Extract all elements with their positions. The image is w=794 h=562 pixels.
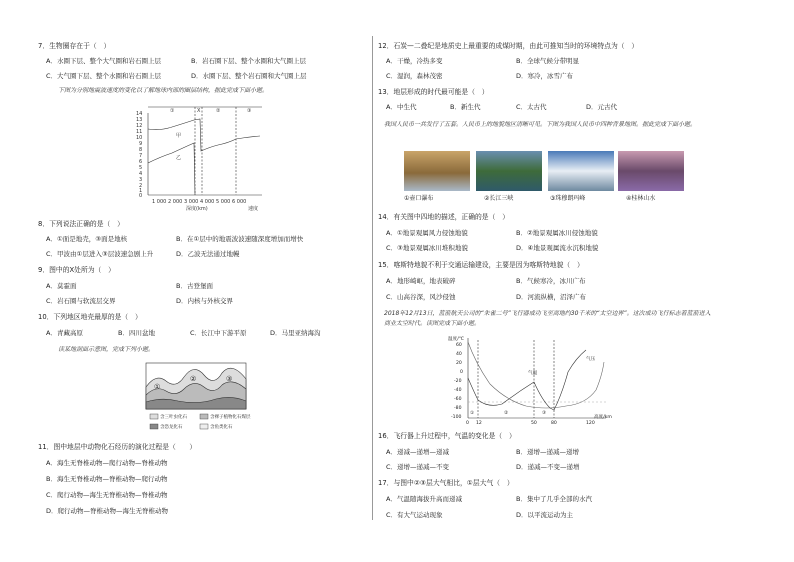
seismic-wave-diagram: [130, 103, 265, 211]
y-tick: 7: [139, 153, 143, 159]
x-axis-label-2: 速度: [248, 206, 259, 211]
atmosphere-profile-chart: [446, 334, 616, 426]
y-tick: -80: [454, 406, 462, 411]
x-tick: 12: [476, 421, 482, 426]
q15-option-d: D．河流纵横，沼泽广布: [516, 293, 587, 301]
caption-4: ④桂林山水: [626, 195, 656, 202]
y-tick: 13: [136, 117, 143, 123]
y-tick: 40: [456, 352, 462, 357]
q10-option-b: B．四川盆地: [118, 329, 155, 337]
q12-option-b: B．全球气候分带明显: [516, 57, 579, 65]
y-tick: 0: [460, 370, 463, 375]
line-label-temp: 气温: [528, 371, 538, 376]
layer-label-x: X: [197, 108, 201, 114]
y-tick: 20: [456, 361, 462, 366]
stratum-3: ③: [226, 375, 233, 383]
caption-3: ③珠穆朗玛峰: [550, 195, 586, 202]
x-tick: 120: [586, 421, 595, 426]
q17-option-c: C．有大气运动现象: [386, 511, 443, 519]
q9-option-d: D．内核与外核交界: [176, 297, 234, 305]
q13-option-d: D．元古代: [586, 103, 618, 111]
layer-label-2: ②: [216, 108, 221, 114]
q8-option-b: B．在①层中的地震波波速随深度增加而增快: [176, 235, 304, 243]
q8-option-a: A．①面是地壳，③面是地核: [46, 235, 128, 243]
q14-option-b: B．②地景观属冰川侵蚀地貌: [516, 229, 598, 237]
x-tick: 80: [551, 421, 557, 426]
q13-option-b: B．新生代: [450, 103, 481, 111]
q10-option-a: A．青藏高原: [46, 329, 83, 337]
x-axis-label: 深度(km): [186, 206, 208, 211]
caption-1: ①壶口瀑布: [404, 195, 434, 202]
q7-option-a: A．水圈下层、整个大气圈和岩石圈上层: [46, 57, 161, 65]
x-tick: 6 000: [232, 199, 247, 205]
line-label-pressure: 气压: [586, 357, 596, 362]
y-tick: 14: [136, 111, 143, 117]
photo-three-gorges: [476, 151, 542, 191]
q13-option-c: C．太古代: [516, 103, 547, 111]
q11-option-c: C．爬行动物—海生无脊椎动物—脊椎动物: [46, 491, 168, 499]
layer-2: ②: [504, 411, 509, 416]
stratum-1: ①: [154, 383, 161, 391]
q10-option-c: C．长江中下游平原: [190, 329, 247, 337]
q12-stem: 12．石炭—二叠纪是地质史上最重要的成煤时期，由此可推知当时的环境特点为（ ）: [378, 42, 639, 50]
y-tick: 0: [139, 193, 143, 199]
q12-option-a: A．干燥，冷热多变: [386, 57, 443, 65]
y-tick: -20: [454, 379, 462, 384]
q15-option-c: C．山高谷深，风沙侵蚀: [386, 293, 456, 301]
q16-option-a: A．递减—递增—递减: [386, 448, 449, 456]
q17-stem: 17．与图中②③层大气相比，①层大气（ ）: [378, 479, 514, 487]
legend-trilobite: 含三叶虫化石: [160, 415, 187, 420]
q15-option-a: A．地形崎岖，地表破碎: [386, 277, 456, 285]
q15-option-b: B．气候寒冷，冰川广布: [516, 277, 586, 285]
q15-stem: 15．喀斯特地貌不利于交通运输建设，主要是因为喀斯特地貌（ ）: [378, 261, 584, 269]
q9-option-b: B．古登堡面: [176, 282, 213, 290]
q7-option-d: D．水圈下层、整个岩石圈和大气圈上层: [191, 72, 307, 80]
x-tick: 50: [531, 421, 537, 426]
y-tick: 6: [139, 159, 143, 165]
legend-dinosaur: 含恐龙化石: [160, 425, 183, 430]
curve-label-a: 甲: [176, 133, 182, 139]
legend-fish: 含鱼类化石: [210, 425, 233, 430]
caption-2: ②长江三峡: [484, 195, 514, 202]
q8-stem: 8．下列说法正确的是（ ）: [38, 220, 124, 228]
legend-gymnosperm: 含裸子植物化石煤层: [210, 415, 251, 420]
q14-option-a: A．①地景观属风力侵蚀地貌: [386, 229, 468, 237]
q17-option-b: B．集中了几乎全部的水汽: [516, 495, 592, 503]
q14-option-c: C．③地景观属冰川堆积地貌: [386, 244, 468, 252]
x-tick: 3 000: [184, 199, 199, 205]
y-tick: 2: [139, 183, 143, 189]
photo-hukou-waterfall: [404, 151, 470, 191]
layer-1: ①: [470, 411, 475, 416]
q13-stem: 13．地层形成的时代最可能是（ ）: [378, 88, 489, 96]
y-tick: 60: [456, 343, 462, 348]
x-tick: 5 000: [216, 199, 231, 205]
x-tick: 0: [466, 421, 469, 426]
y-tick: 3: [139, 177, 143, 183]
q16-option-d: D．递减—不变—递增: [516, 463, 580, 471]
q7-option-c: C．大气圈下层、整个水圈和岩石圈上层: [46, 72, 162, 80]
intro-4: 2018年12月13日，蓝箭航天公司的“朱雀二号”飞行器成功飞至离地约30千米的“太空边界”。这次成功飞行标志着蓝箭进入商业太空时代。读图完成下面小题。: [384, 310, 711, 327]
photo-qomolangma: [548, 151, 614, 191]
strata-cross-section: [142, 359, 252, 435]
q9-stem: 9．图中的X处所为（ ）: [38, 266, 115, 274]
q11-option-a: A．海生无脊椎动物—爬行动物—脊椎动物: [46, 459, 168, 467]
x-tick: 2 000: [168, 199, 183, 205]
y-tick: -60: [454, 397, 462, 402]
x-tick: 1 000: [152, 199, 167, 205]
curve-label-b: 乙: [176, 155, 182, 161]
q11-stem: 11．图中地层中动物化石经历的演化过程是（ ）: [38, 443, 197, 451]
q8-option-c: C．甲波由①层进入③层波速急剧上升: [46, 250, 154, 258]
q14-stem: 14．有关图中四地的描述，正确的是（ ）: [378, 213, 509, 221]
x-tick: 4 000: [200, 199, 215, 205]
q12-option-c: C．湿润，森林茂密: [386, 72, 443, 80]
layer-3: ③: [542, 411, 547, 416]
y-tick: 10: [136, 135, 143, 141]
y-tick: 12: [136, 123, 143, 129]
y-tick: -100: [451, 415, 462, 420]
q11-option-d: D．爬行动物—脊椎动物—海生无脊椎动物: [46, 507, 169, 515]
q16-stem: 16．飞行器上升过程中，气温的变化是（ ）: [378, 432, 516, 440]
y-tick: 11: [136, 129, 143, 135]
q7-option-b: B．岩石圈下层、整个水圈和大气圈上层: [191, 57, 306, 65]
q16-option-b: B．递增—递减—递增: [516, 448, 579, 456]
y-tick: 4: [139, 171, 143, 177]
y-tick: 5: [139, 165, 143, 171]
q16-option-c: C．递增—递减—不变: [386, 463, 450, 471]
q8-option-d: D．乙波无法通过地幔: [176, 250, 240, 258]
q10-stem: 10．下列地区地壳最厚的是（ ）: [38, 313, 142, 321]
intro-2: 读某地剖面示意图，完成下列小题。: [58, 346, 155, 353]
intro-1: 下图为分别地震波速度的变化以了解地球内部的圈层结构，据此完成下面小题。: [58, 87, 269, 94]
q9-option-a: A．莫霍面: [46, 282, 77, 290]
q10-option-d: D．马里亚纳海沟: [270, 329, 321, 337]
column-divider: [372, 36, 373, 520]
y-tick: 9: [139, 141, 143, 147]
photo-guilin: [618, 151, 684, 191]
q7-stem: 7．生物圈存在于（ ）: [38, 42, 111, 50]
q17-option-d: D．以平流运动为主: [516, 511, 574, 519]
layer-label-3: ③: [247, 108, 252, 114]
y-tick: -40: [454, 388, 462, 393]
chart-y-label: 温度/℃: [448, 337, 464, 342]
q9-option-c: C．岩石圈与软流层交界: [46, 297, 116, 305]
q17-option-a: A．气温随海拔升高而递减: [386, 495, 462, 503]
layer-label-1: ①: [170, 108, 175, 114]
q13-option-a: A．中生代: [386, 103, 417, 111]
chart-x-label: 高度/km: [594, 415, 612, 420]
y-tick: 8: [139, 147, 143, 153]
intro-3: 我国人民币一共发行了五套。人民币上的地貌地区清晰可见。下图为我国人民币中四种背景地图。据此完成下面小题。: [384, 121, 697, 128]
q11-option-b: B．海生无脊椎动物—脊椎动物—爬行动物: [46, 475, 168, 483]
q12-option-d: D．寒冷，冰雪广布: [516, 72, 574, 80]
stratum-2: ②: [190, 375, 197, 383]
y-tick: 1: [139, 188, 143, 194]
q14-option-d: D．④地景观属流水沉积地貌: [516, 244, 599, 252]
